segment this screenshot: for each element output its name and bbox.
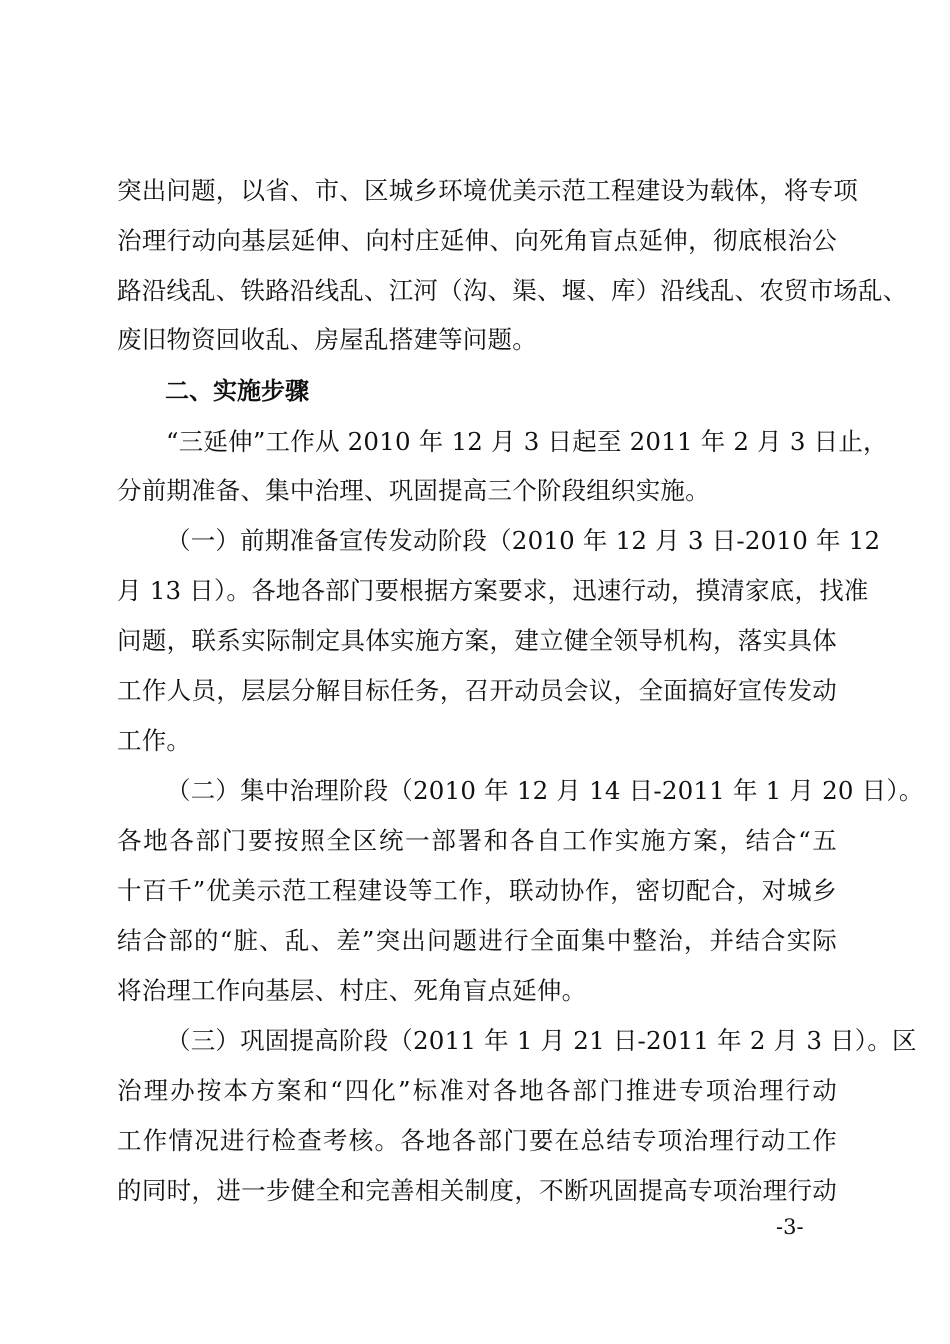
section-heading: 二、实施步骤	[165, 377, 309, 405]
paragraph-line: 的同时，进一步健全和完善相关制度，不断巩固提高专项治理行动	[117, 1176, 837, 1205]
paragraph-line: 治理办按本方案和“四化”标准对各地各部门推进专项治理行动	[117, 1076, 837, 1105]
page-number: -3-	[776, 1215, 804, 1239]
paragraph-line: 月 13 日）。各地各部门要根据方案要求，迅速行动，摸清家底，找准	[117, 576, 869, 605]
paragraph-line: （一）前期准备宣传发动阶段（2010 年 12 月 3 日-2010 年 12	[166, 526, 881, 555]
paragraph-line: “三延伸”工作从 2010 年 12 月 3 日起至 2011 年 2 月 3 日止，	[166, 427, 888, 456]
paragraph-line: 治理行动向基层延伸、向村庄延伸、向死角盲点延伸，彻底根治公	[117, 226, 837, 255]
paragraph-line: 工作。	[117, 726, 192, 755]
paragraph-line: 工作人员，层层分解目标任务，召开动员会议，全面搞好宣传发动	[117, 676, 837, 705]
paragraph-line: 结合部的“脏、乱、差”突出问题进行全面集中整治，并结合实际	[117, 926, 837, 955]
paragraph-line: 各地各部门要按照全区统一部署和各自工作实施方案，结合“五	[117, 826, 837, 855]
paragraph-line: 十百千”优美示范工程建设等工作，联动协作，密切配合，对城乡	[117, 876, 837, 905]
paragraph-line: 将治理工作向基层、村庄、死角盲点延伸。	[117, 976, 587, 1005]
paragraph-line: （二）集中治理阶段（2010 年 12 月 14 日-2011 年 1 月 20 日）。	[166, 776, 924, 805]
paragraph-line: 分前期准备、集中治理、巩固提高三个阶段组织实施。	[117, 476, 710, 505]
paragraph-line: 路沿线乱、铁路沿线乱、江河（沟、渠、堰、库）沿线乱、农贸市场乱、	[117, 276, 908, 305]
paragraph-line: （三）巩固提高阶段（2011 年 1 月 21 日-2011 年 2 月 3 日）。区	[166, 1026, 917, 1055]
paragraph-line: 废旧物资回收乱、房屋乱搭建等问题。	[117, 325, 537, 354]
paragraph-line: 突出问题，以省、市、区城乡环境优美示范工程建设为载体，将专项	[117, 176, 858, 205]
paragraph-line: 问题，联系实际制定具体实施方案，建立健全领导机构，落实具体	[117, 626, 837, 655]
paragraph-line: 工作情况进行检查考核。各地各部门要在总结专项治理行动工作	[117, 1126, 837, 1155]
